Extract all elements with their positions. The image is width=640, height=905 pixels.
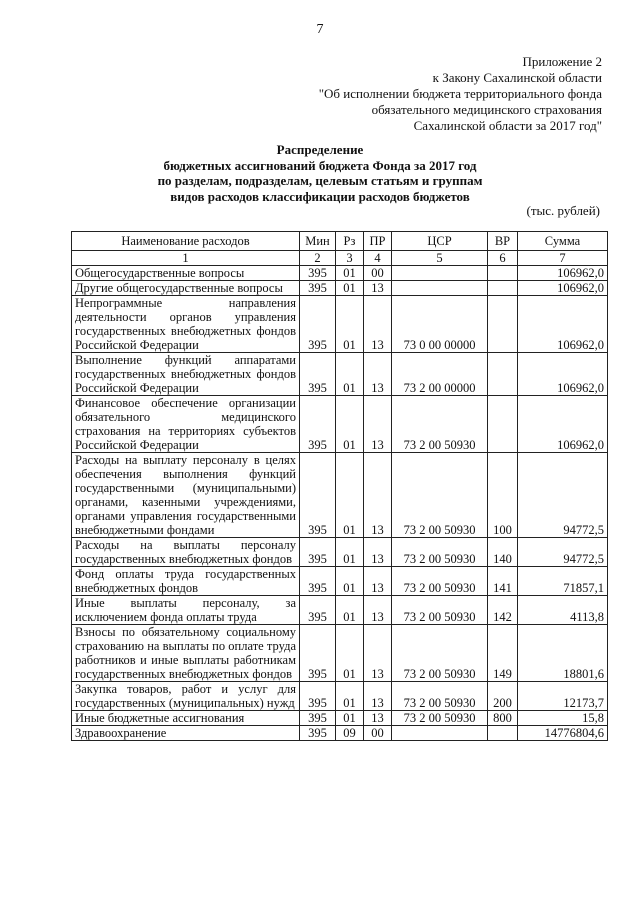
column-header: ЦСР: [392, 232, 488, 251]
expense-type-code-cell: [488, 396, 518, 453]
amount-cell: 106962,0: [518, 296, 608, 353]
target-item-code-cell: 73 2 00 50930: [392, 538, 488, 567]
section-code-cell: 01: [336, 682, 364, 711]
section-code-cell: 01: [336, 296, 364, 353]
amount-cell: 4113,8: [518, 596, 608, 625]
appendix-header: [319, 54, 602, 134]
table-row: [72, 538, 608, 567]
amount-cell: 18801,6: [518, 625, 608, 682]
column-header: Мин: [300, 232, 336, 251]
subsection-code-cell: 13: [364, 296, 392, 353]
column-number: 2: [300, 251, 336, 266]
amount-cell: 106962,0: [518, 396, 608, 453]
expense-type-code-cell: [488, 353, 518, 396]
ministry-code-cell: 395: [300, 353, 336, 396]
section-code-cell: 01: [336, 453, 364, 538]
table-row: [72, 711, 608, 726]
expense-type-code-cell: 149: [488, 625, 518, 682]
target-item-code-cell: 73 2 00 50930: [392, 596, 488, 625]
target-item-code-cell: 73 2 00 50930: [392, 625, 488, 682]
appendix-line: Сахалинской области за 2017 год": [413, 118, 602, 133]
subsection-code-cell: 13: [364, 711, 392, 726]
subsection-code-cell: 13: [364, 596, 392, 625]
subsection-code-cell: 13: [364, 625, 392, 682]
column-number: 7: [518, 251, 608, 266]
page-number: 7: [316, 22, 324, 37]
title-line: бюджетных ассигнований бюджета Фонда за 2017 год: [163, 157, 477, 173]
ministry-code-cell: 395: [300, 596, 336, 625]
target-item-code-cell: [392, 726, 488, 741]
expense-type-code-cell: 140: [488, 538, 518, 567]
amount-cell: 106962,0: [518, 353, 608, 396]
target-item-code-cell: 73 2 00 00000: [392, 353, 488, 396]
table-row: [72, 353, 608, 396]
expense-name-cell: Закупка товаров, работ и услуг для государственных (муниципальных) нужд: [72, 682, 300, 711]
amount-cell: 106962,0: [518, 281, 608, 296]
section-code-cell: 01: [336, 625, 364, 682]
subsection-code-cell: 13: [364, 453, 392, 538]
table-body: [72, 251, 608, 741]
subsection-code-cell: 13: [364, 353, 392, 396]
column-header: Сумма: [518, 232, 608, 251]
amount-cell: 94772,5: [518, 538, 608, 567]
expense-type-code-cell: [488, 726, 518, 741]
column-number: 3: [336, 251, 364, 266]
column-header: Наименование расходов: [72, 232, 300, 251]
section-code-cell: 01: [336, 266, 364, 281]
column-number-row: [72, 251, 608, 266]
expense-name-cell: Фонд оплаты труда государственных внебюджетных фондов: [72, 567, 300, 596]
target-item-code-cell: 73 2 00 50930: [392, 567, 488, 596]
target-item-code-cell: [392, 281, 488, 296]
ministry-code-cell: 395: [300, 296, 336, 353]
expense-type-code-cell: 200: [488, 682, 518, 711]
target-item-code-cell: 73 2 00 50930: [392, 711, 488, 726]
unit-label: (тыс. рублей): [526, 203, 600, 218]
amount-cell: 71857,1: [518, 567, 608, 596]
ministry-code-cell: 395: [300, 453, 336, 538]
target-item-code-cell: [392, 266, 488, 281]
subsection-code-cell: 13: [364, 281, 392, 296]
expense-name-cell: Взносы по обязательному социальному страхованию на выплаты по оплате труда работников и иные выплаты работникам государственных внебюджетных фондов: [72, 625, 300, 682]
subsection-code-cell: 13: [364, 567, 392, 596]
amount-cell: 14776804,6: [518, 726, 608, 741]
subsection-code-cell: 00: [364, 726, 392, 741]
expense-name-cell: Расходы на выплаты персоналу государственных внебюджетных фондов: [72, 538, 300, 567]
section-code-cell: 01: [336, 711, 364, 726]
appendix-line: обязательного медицинского страхования: [371, 102, 602, 117]
expense-type-code-cell: 142: [488, 596, 518, 625]
target-item-code-cell: 73 0 00 00000: [392, 296, 488, 353]
expense-type-code-cell: 100: [488, 453, 518, 538]
expense-type-code-cell: [488, 296, 518, 353]
table-row: [72, 453, 608, 538]
expense-name-cell: Иные выплаты персоналу, за исключением фонда оплаты труда: [72, 596, 300, 625]
appendix-line: Приложение 2: [522, 54, 602, 69]
title-line: по разделам, подразделам, целевым статьям и группам: [157, 173, 483, 188]
section-code-cell: 01: [336, 596, 364, 625]
section-code-cell: 01: [336, 281, 364, 296]
subsection-code-cell: 13: [364, 682, 392, 711]
document-title: [0, 142, 640, 204]
table-row: [72, 266, 608, 281]
table-row: [72, 625, 608, 682]
ministry-code-cell: 395: [300, 625, 336, 682]
section-code-cell: 01: [336, 567, 364, 596]
column-header: ПР: [364, 232, 392, 251]
ministry-code-cell: 395: [300, 538, 336, 567]
expense-name-cell: Иные бюджетные ассигнования: [72, 711, 300, 726]
amount-cell: 94772,5: [518, 453, 608, 538]
budget-table: [71, 231, 608, 741]
column-header: ВР: [488, 232, 518, 251]
table-row: [72, 396, 608, 453]
expense-name-cell: Финансовое обеспечение организации обязательного медицинского страхования на территориях субъектов Российской Федерации: [72, 396, 300, 453]
ministry-code-cell: 395: [300, 726, 336, 741]
table-row: [72, 567, 608, 596]
section-code-cell: 01: [336, 353, 364, 396]
table-row: [72, 296, 608, 353]
ministry-code-cell: 395: [300, 682, 336, 711]
expense-type-code-cell: 800: [488, 711, 518, 726]
title-line: видов расходов классификации расходов бюджетов: [170, 188, 470, 204]
amount-cell: 12173,7: [518, 682, 608, 711]
section-code-cell: 01: [336, 396, 364, 453]
subsection-code-cell: 13: [364, 396, 392, 453]
target-item-code-cell: 73 2 00 50930: [392, 396, 488, 453]
target-item-code-cell: 73 2 00 50930: [392, 682, 488, 711]
expense-name-cell: Расходы на выплату персоналу в целях обеспечения выполнения функций государственными (муниципальными) органами, казенными учреждениями, органами управления государственными внебюджетными фондами: [72, 453, 300, 538]
column-number: 5: [392, 251, 488, 266]
table-header-row: [72, 232, 608, 251]
expense-type-code-cell: [488, 281, 518, 296]
table-row: [72, 596, 608, 625]
table-row: [72, 281, 608, 296]
table-row: [72, 682, 608, 711]
ministry-code-cell: 395: [300, 567, 336, 596]
table-row: [72, 726, 608, 741]
column-number: 1: [72, 251, 300, 266]
subsection-code-cell: 00: [364, 266, 392, 281]
section-code-cell: 01: [336, 538, 364, 567]
expense-name-cell: Непрограммные направления деятельности органов управления государственных внебюджетных фондов Российской Федерации: [72, 296, 300, 353]
amount-cell: 15,8: [518, 711, 608, 726]
column-header: Рз: [336, 232, 364, 251]
appendix-line: к Закону Сахалинской области: [432, 70, 602, 85]
column-number: 6: [488, 251, 518, 266]
expense-type-code-cell: [488, 266, 518, 281]
ministry-code-cell: 395: [300, 281, 336, 296]
subsection-code-cell: 13: [364, 538, 392, 567]
target-item-code-cell: 73 2 00 50930: [392, 453, 488, 538]
expense-name-cell: Здравоохранение: [72, 726, 300, 741]
title-line: Распределение: [276, 142, 364, 157]
amount-cell: 106962,0: [518, 266, 608, 281]
expense-type-code-cell: 141: [488, 567, 518, 596]
expense-name-cell: Другие общегосударственные вопросы: [72, 281, 300, 296]
ministry-code-cell: 395: [300, 711, 336, 726]
ministry-code-cell: 395: [300, 396, 336, 453]
column-number: 4: [364, 251, 392, 266]
expense-name-cell: Выполнение функций аппаратами государственных внебюджетных фондов Российской Федерации: [72, 353, 300, 396]
section-code-cell: 09: [336, 726, 364, 741]
appendix-line: "Об исполнении бюджета территориального фонда: [318, 86, 602, 101]
expense-name-cell: Общегосударственные вопросы: [72, 266, 300, 281]
ministry-code-cell: 395: [300, 266, 336, 281]
